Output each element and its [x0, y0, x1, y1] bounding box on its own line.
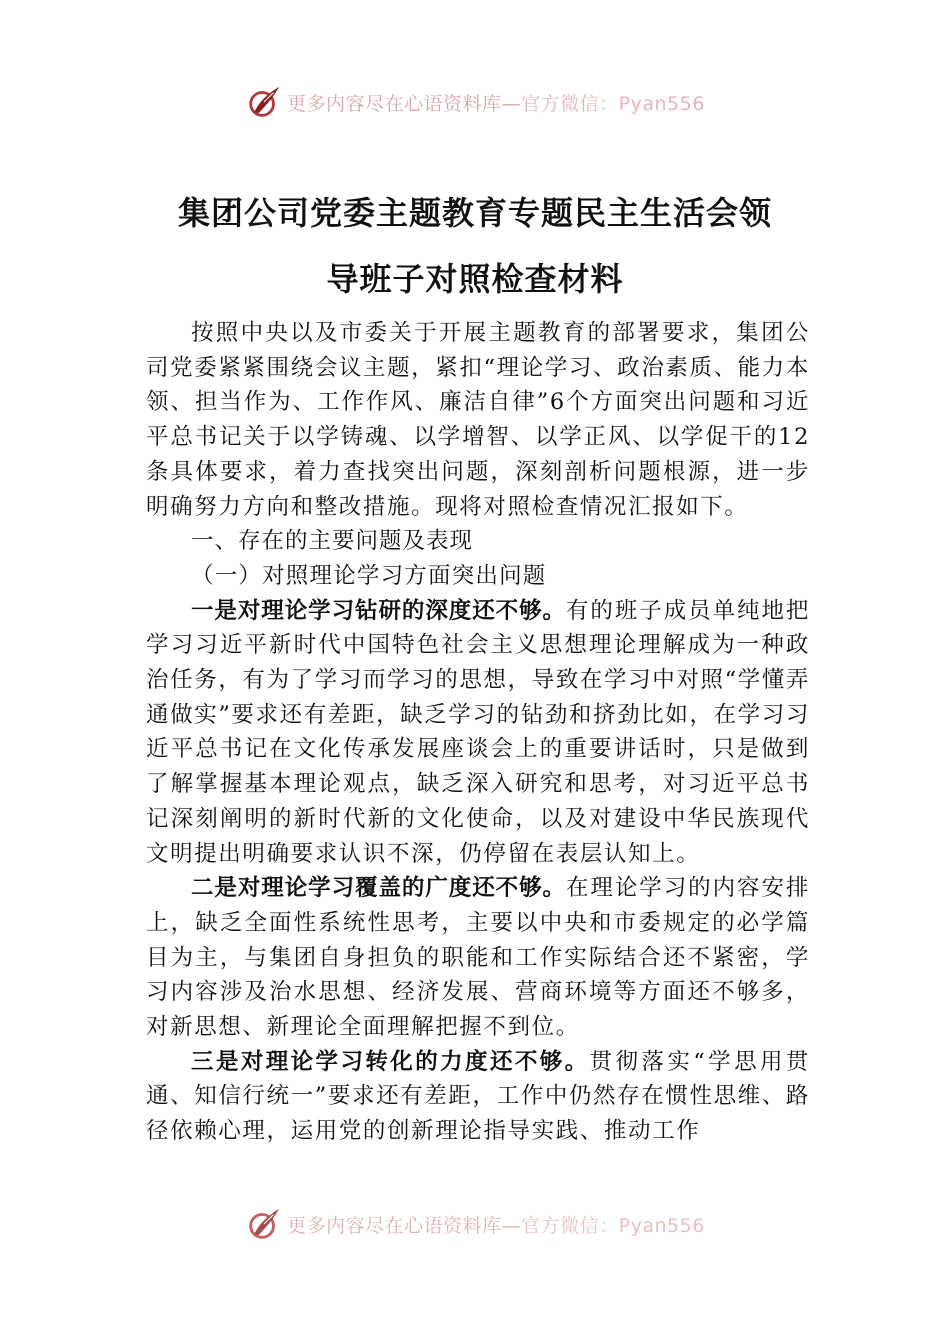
point-body-2: 在理论学习的内容安排上，缺乏全面性系统性思考，主要以中央和市委规定的必学篇目为主，与集团自身担负的职能和工作实际结合还不紧密，学习内容涉及治水思想、经济发展、营商环境等方面还不够多，对新思想、新理论全面理解把握不到位。 [146, 875, 810, 1041]
watermark-separator: — [501, 1214, 522, 1237]
point-lead-1: 一是对理论学习钻研的深度还不够。 [191, 597, 566, 624]
point-paragraph-3 [146, 1045, 810, 1149]
point-body-1: 有的班子成员单纯地把学习习近平新时代中国特色社会主义思想理论理解成为一种政治任务，有为了学习而学习的思想，导致在学习中对照“学懂弄通做实”要求还有差距，缺乏学习的钻劲和挤劲比如，在学习习近平总书记在文化传承发展座谈会上的重要讲话时，只是做到了解掌握基本理论观点，缺乏深入研究和思考，对习近平总书记深刻阐明的新时代新的文化使命，以及对建设中华民族现代文明提出明确要求认识不深，仍停留在表层认知上。 [146, 597, 810, 867]
quill-seal-logo-icon [245, 83, 283, 121]
watermark-text [287, 1211, 705, 1238]
watermark-text [287, 89, 705, 116]
point-lead-3: 三是对理论学习转化的力度还不够。 [191, 1048, 590, 1075]
header-watermark [0, 82, 950, 122]
point-paragraph-2 [146, 871, 810, 1045]
watermark-wechat: 官方微信：Pyan556 [521, 92, 705, 115]
point-paragraph-1 [146, 594, 810, 872]
watermark-separator: — [501, 92, 522, 115]
footer-watermark [0, 1204, 950, 1244]
document-body [146, 316, 810, 1149]
watermark-wechat: 官方微信：Pyan556 [521, 1214, 705, 1237]
document-title-line1: 集团公司党委主题教育专题民主生活会领 [177, 194, 772, 232]
watermark-brand: 更多内容尽在心语资料库 [287, 92, 502, 115]
subsection-heading-1: （一）对照理论学习方面突出问题 [191, 562, 547, 589]
point-body-3: 贯彻落实“学思用贯通、知信行统一”要求还有差距，工作中仍然存在惯性思维、路径依赖心理，运用党的创新理论指导实践、推动工作 [146, 1048, 810, 1145]
document-title-line2: 导班子对照检查材料 [326, 260, 624, 298]
watermark-brand: 更多内容尽在心语资料库 [287, 1214, 502, 1237]
point-lead-2: 二是对理论学习覆盖的广度还不够。 [191, 875, 566, 902]
intro-paragraph: 按照中央以及市委关于开展主题教育的部署要求，集团公司党委紧紧围绕会议主题，紧扣“理论学习、政治素质、能力本领、担当作为、工作作风、廉洁自律”6个方面突出问题和习近平总书记关于以学铸魂、以学增智、以学正风、以学促干的12条具体要求，着力查找突出问题，深刻剖析问题根源，进一步明确努力方向和整改措施。现将对照检查情况汇报如下。 [146, 320, 810, 520]
quill-seal-logo-icon [245, 1205, 283, 1243]
section-heading-1: 一、存在的主要问题及表现 [191, 528, 474, 555]
